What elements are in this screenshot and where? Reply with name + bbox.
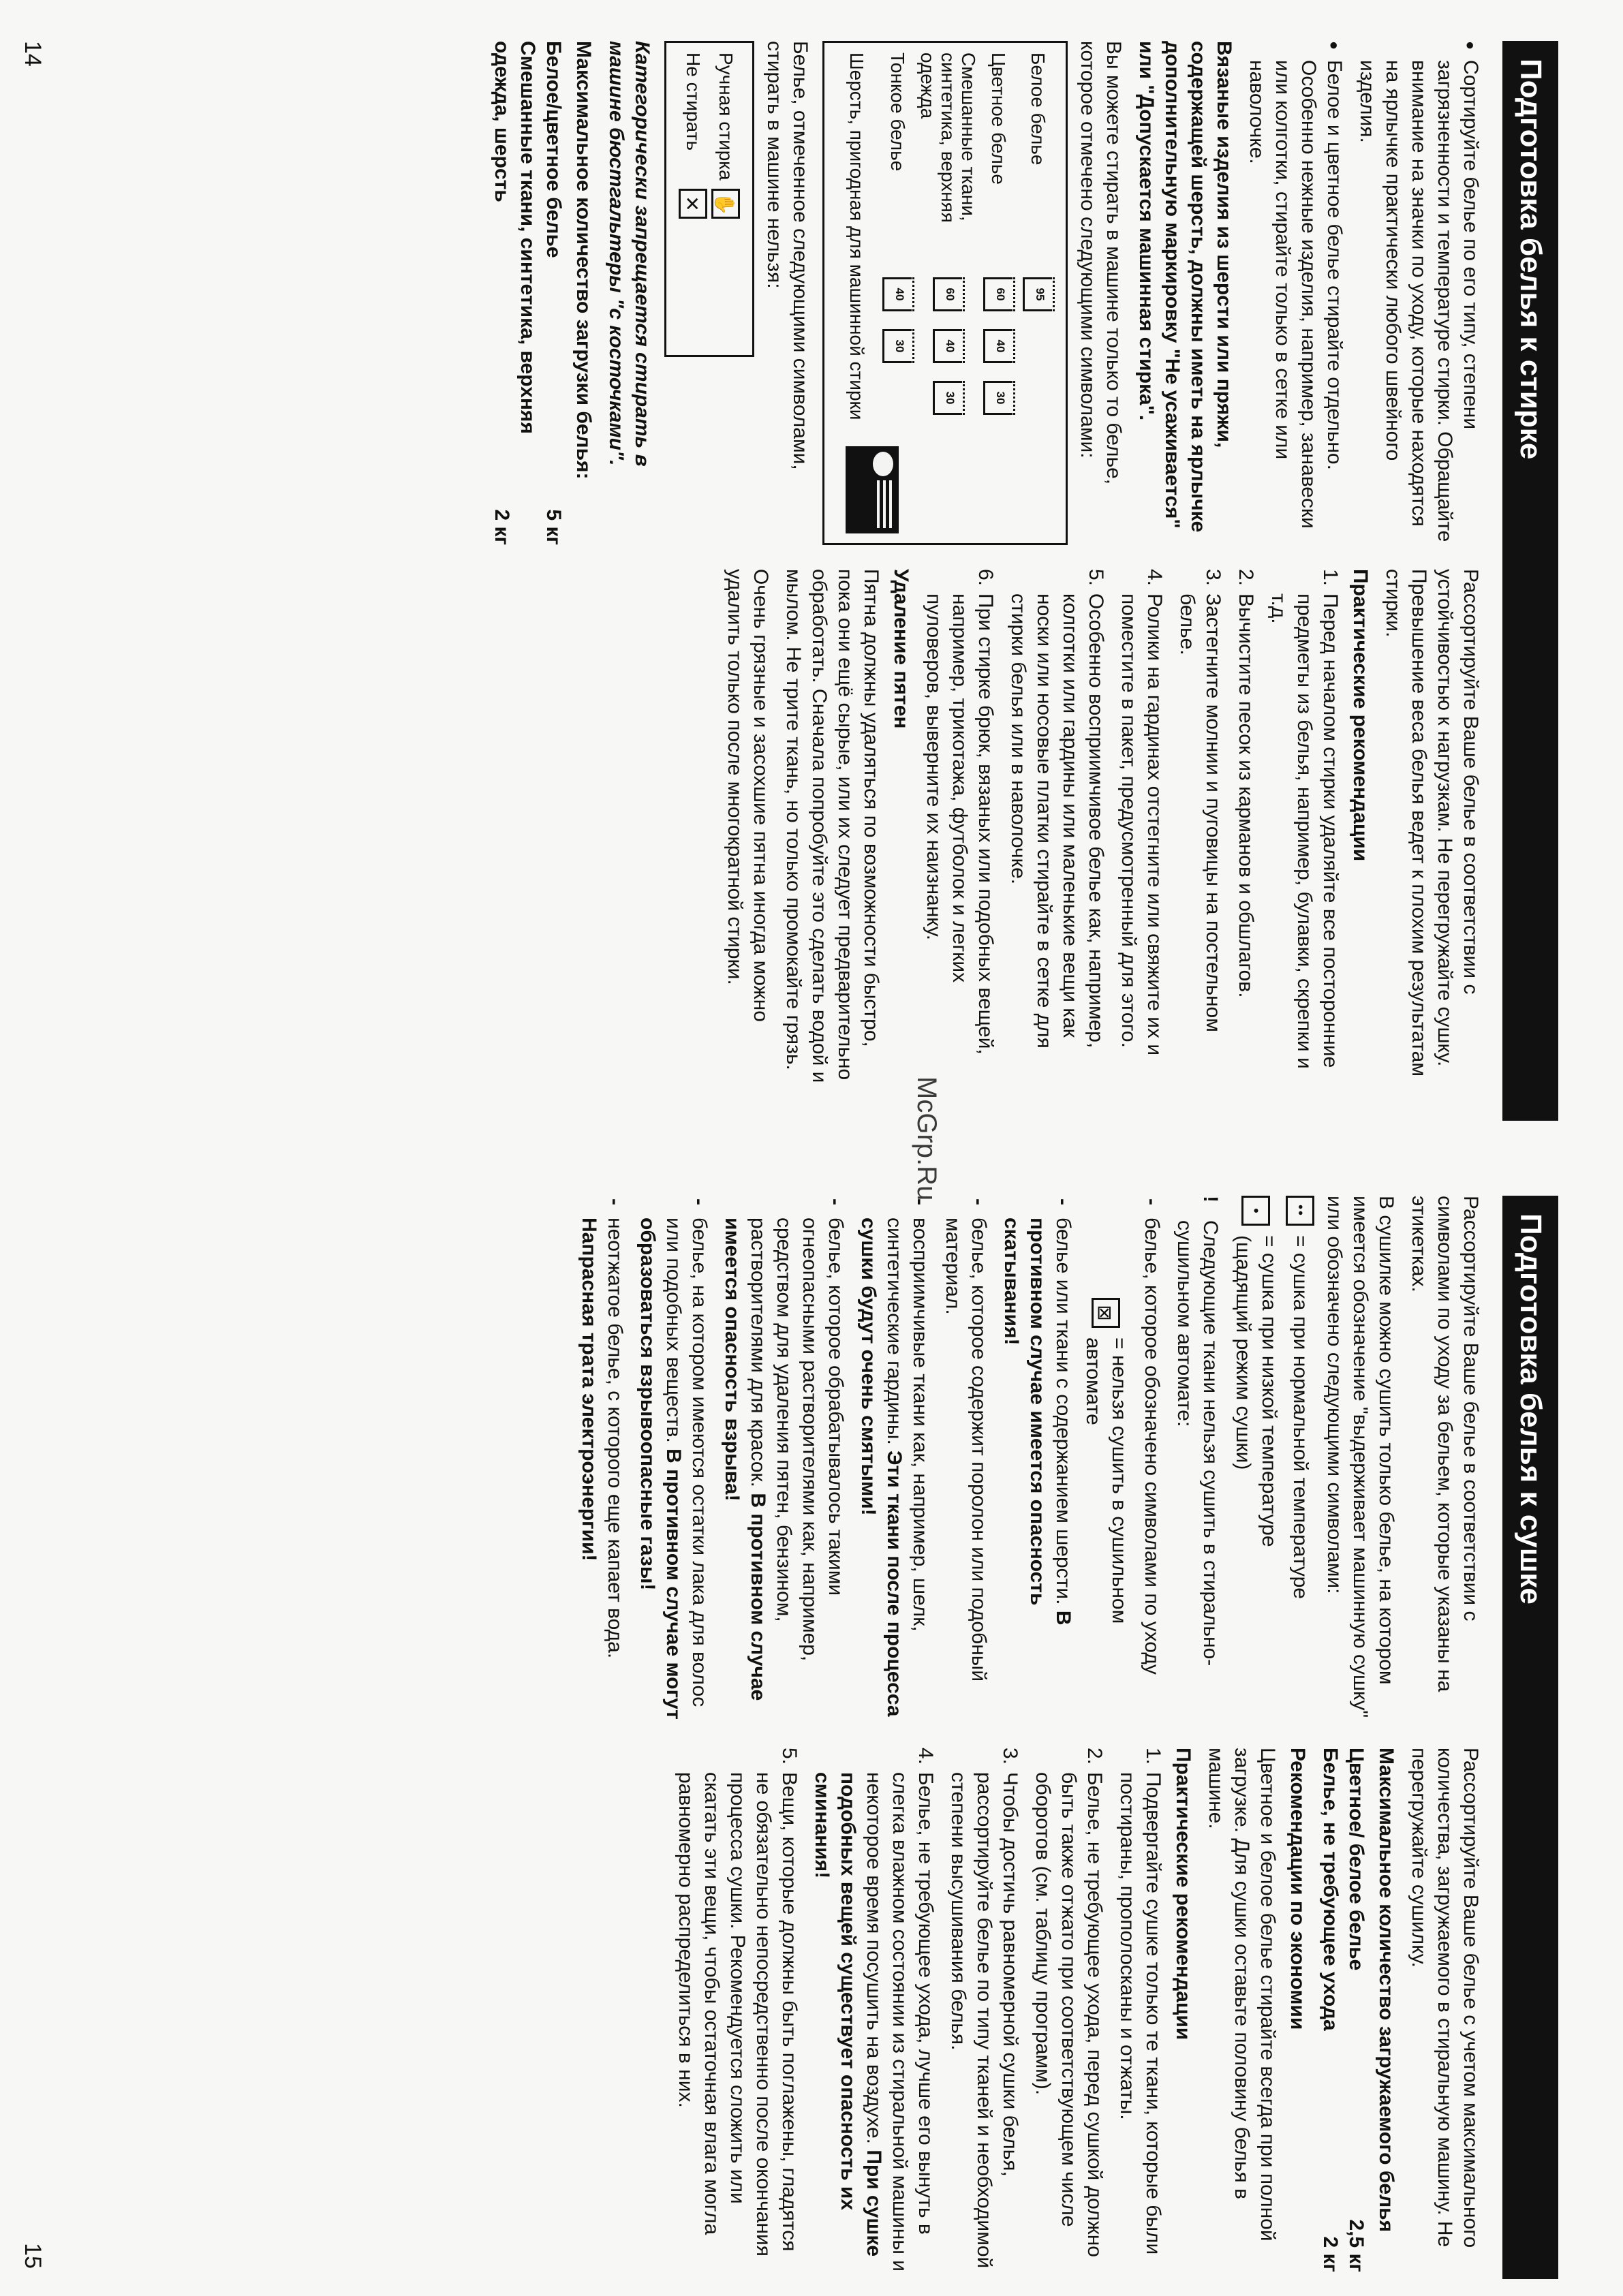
rec-item: 1. Подвергайте сушке только те ткани, которые были постираны, прополосканы и отжаты. — [1116, 1748, 1164, 2255]
wool-intro: Вы можете стирать в машине только то белье, которое отмечено следующими символами: — [1077, 41, 1125, 485]
eco-text: Цветное и белое белье стирайте всегда при полной загрузке. Для сушки оставьте половину белья в машине. — [1205, 1748, 1279, 2241]
wash-tub-icon: 60 — [933, 277, 963, 311]
rec-item: 4. Ролики на гардинах отстегните или свяжите их и поместите в пакет, предусмотренный для этого. — [1117, 569, 1166, 1056]
dry-symbol-row — [1286, 1196, 1314, 1720]
wash-tub-icon: 40 — [984, 329, 1013, 363]
dry-symbol-text: = сушка при нормальной температуре — [1289, 1235, 1312, 1599]
dryer-sort-intro: Рассортируйте Ваше белье в соответствии с символами по уходу за бельем, которые указаны на этикетках. — [1408, 1196, 1482, 1692]
no-tumble-text: = нельзя сушить в сушильном автомате — [1082, 1337, 1130, 1624]
wash-row — [1018, 52, 1057, 533]
no-wash-row — [679, 52, 707, 345]
wash-tub-icon: 30 — [883, 329, 912, 363]
forbidden-item: - восприимчивые ткани как, например, шелк, синтетические гардины. Эти ткани после процесса сушки будут очень смятыми! — [857, 1198, 931, 1717]
recs-title: Практические рекомендации — [1349, 569, 1372, 862]
load-row — [489, 41, 540, 545]
stains-text: Пятна должны удаляться по возможности быстро, пока они ещё сырые, или их следует предварительно обработать. Сначала попробуйте это сделать водой и мылом. Не трите ткань, но только промокайте грязь. — [782, 569, 882, 1083]
rec-item: 6. При стирке брюк, вязаных или подобных вещей, например, трикотажа, футболок и легких пуловеров, выверните их наизнанку. — [923, 569, 997, 1055]
max-load-title: Максимальное количество загрузки белья: — [572, 41, 595, 480]
wash-tub-icon: 95 — [1023, 277, 1053, 311]
load-row — [540, 41, 566, 545]
wash-tub-icon: 40 — [933, 329, 963, 363]
tumble-dry-low-icon: • — [1241, 1196, 1270, 1226]
load-label: Смешанные ткани, синтетика, верхняя одежда, шерсть — [491, 41, 539, 434]
rec-item: 2. Белье, не требующее ухода, перед сушкой должно быть также отжато при соответствующем числе оборотов (см. таблицу программ). — [1032, 1748, 1106, 2257]
forbidden-item: - неотжатое белье, с которого еще капает вода. Напрасная трата электроэнергии! — [578, 1198, 626, 1659]
stains-title: Удаление пятен — [890, 569, 912, 729]
hand-wash-icon: ✋ — [711, 189, 740, 219]
load-row — [1317, 1748, 1343, 2272]
rec-item: 3. Чтобы достичь равномерной сушки белья, рассортируйте белье по типу тканей и необходимой степени высушивания белья. — [947, 1748, 1021, 2269]
no-machine-box — [664, 41, 754, 357]
wash-row-label: Тонкое белье — [887, 52, 908, 172]
wash-tub-icon: 60 — [984, 277, 1013, 311]
no-machine-intro: Белье, отмеченное следующими символами, стирать в машине нельзя: — [763, 41, 812, 470]
load-row — [1343, 1748, 1369, 2272]
no-wash-label: Не стирать — [683, 52, 704, 151]
rec-item: 4. Белье, не требующее ухода, лучше его вынуть в слегка влажном состоянии из стиральной машины и некоторое время посушить на воздухе. При сушке подобных вещей существует опасность их сминания! — [811, 1748, 937, 2271]
wool-note: Вязаные изделия из шерсти или пряжи, содержащей шерсть, должны иметь на ярлычке дополнительную маркировку "Не усаживается" или "Допускается машинная стирка". — [1135, 41, 1235, 533]
rec-item: 2. Вычистите песок из карманов и обшлагов. — [1235, 569, 1257, 998]
forbidden-item: - белье, на котором имеются остатки лака для волос или подобных веществ. В противном случае могут образоваться взрывоопасные газы! — [636, 1198, 711, 1720]
load-intro: Рассортируйте Ваше белье с учетом максимального количества, загружаемого в стиральную машину. Не перегружайте сушилку. — [1408, 1748, 1482, 2248]
forbidden-item: - белье, которое содержит поролон или подобный материал. — [942, 1198, 990, 1682]
load-value: 5 кг — [542, 509, 565, 545]
bullet-sorting: ● Сортируйте белье по его типу, степени загрязненности и температуре стирки. Обращайте внимание на значки по уходу, которые находятся на ярлычке практически любого швейного изделия. — [1354, 41, 1483, 545]
load-label: Белье, не требующее ухода — [1319, 1748, 1342, 2031]
do-not-tumble-dry-icon: ⊠ — [1092, 1298, 1120, 1328]
hand-wash-label: Ручная стирка — [715, 52, 737, 181]
bullet-separate: ● Белое и цветное белье стирайте отдельно. Особенно нежные изделия, например, занавески или колготки, стирайте только в сетке или наволочке. — [1243, 41, 1347, 545]
wash-tub-icon: 30 — [933, 381, 963, 415]
rec-item: 5. Вещи, которые должны быть поглажены, гладятся не обязательно непосредственно после окончания процесса сушки. Рекомендуется сложить или скатать эти вещи, чтобы остаточная влага могла равномерно распределиться в них. — [675, 1748, 801, 2256]
forbidden-item: - белье или ткани с содержанием шерсти. В противном случае имеется опасность скатывания! — [1000, 1198, 1075, 1626]
recs-title: Практические рекомендации — [1172, 1748, 1194, 2041]
max-load-title: Максимальное количество загружаемого белья — [1375, 1748, 1397, 2233]
load-value: 2 кг — [491, 509, 513, 545]
bra-warning: Категорически запрещается стирать в машине бюстгальтеры "с косточками". — [605, 41, 653, 467]
page-number: 14 — [20, 41, 46, 67]
dry-symbol-row — [1230, 1196, 1282, 1720]
column-sorting — [489, 41, 1483, 545]
stains-text-2: Очень грязные и засохшие пятна иногда можно удалить только после многократной стирки. — [724, 569, 772, 1022]
wash-row-label: Шерсть, пригодная для машинной стирки — [846, 52, 867, 420]
forbidden-item: - белье, которое обрабатывалось такими огнеопасными растворителями как, например, средством для удаления пятен, бензином, растворителями для красок. В противном случае имеется опасность взрыва! — [721, 1198, 847, 1701]
woolmark-logo-icon — [846, 446, 899, 533]
do-not-wash-icon: ✕ — [679, 189, 707, 219]
wash-row-label: Смешанные ткани, синтетика, верхняя одежда — [917, 52, 979, 223]
dryer-intro: В сушилке можно сушить только белье, на котором имеется обозначение "выдерживает машинную сушку" или обозначено следующими символами: — [1323, 1196, 1397, 1718]
rec-item: 5. Особенно восприимчивое белье как, например, колготки или гардины или маленькие вещи как носки или носовые платки стирайте в сетке для стирки белья или в наволочке. — [1007, 569, 1107, 1049]
wash-tub-icon: 40 — [883, 277, 912, 311]
column-dryer-load — [666, 1748, 1483, 2272]
page-number: 15 — [20, 2243, 46, 2269]
column-recommendations — [715, 569, 1483, 1087]
load-label: Белое/цветное белье — [542, 41, 565, 258]
page-title: Подготовка белья к стирке — [1502, 41, 1558, 1121]
column-dryer-fabrics — [569, 1196, 1483, 1720]
rec-item: 1. Перед началом стирки удаляйте все посторонние предметы из белья, например, булавки, скрепки и т.д. — [1267, 569, 1342, 1069]
dry-symbol-text: = сушка при низкой температуре (щадящий режим сушки) — [1232, 1235, 1280, 1547]
wash-row — [917, 52, 978, 533]
wash-symbols-table — [822, 41, 1068, 545]
load-label: Цветное/ белое белье — [1345, 1748, 1367, 1971]
page-title: Подготовка белья к сушке — [1502, 1196, 1558, 2279]
wash-row — [978, 52, 1018, 533]
forbidden-intro: ! Следующие ткани нельзя сушить в стирально-сушильном автомате: — [1173, 1196, 1222, 1666]
wash-row-label: Цветное белье — [988, 52, 1009, 185]
rec-item: 3. Застегните молнии и пуговицы на постельном белье. — [1176, 569, 1224, 1032]
load-value: 2,5 кг — [1345, 2219, 1367, 2272]
no-tumble-row — [1080, 1196, 1132, 1720]
hand-wash-row — [711, 52, 740, 345]
wash-tub-icon: 30 — [984, 381, 1013, 415]
page-15 — [0, 1148, 1623, 2296]
eco-title: Рекомендации по экономии — [1286, 1748, 1309, 2030]
wash-row-label: Белое белье — [1027, 52, 1049, 166]
tumble-dry-normal-icon: •• — [1286, 1196, 1314, 1226]
sorting-intro: Рассортируйте Ваше белье в соответствии с устойчивостью к нагрузкам. Не перегружайте сушку. Превышение веса белья ведет к плохим результатам стирки. — [1382, 569, 1482, 1076]
watermark: McGrp.Ru — [912, 1076, 942, 1201]
forbidden-item: - белье, которое обозначено символами по уходу — [1141, 1198, 1163, 1675]
load-value: 2 кг — [1319, 2236, 1342, 2272]
